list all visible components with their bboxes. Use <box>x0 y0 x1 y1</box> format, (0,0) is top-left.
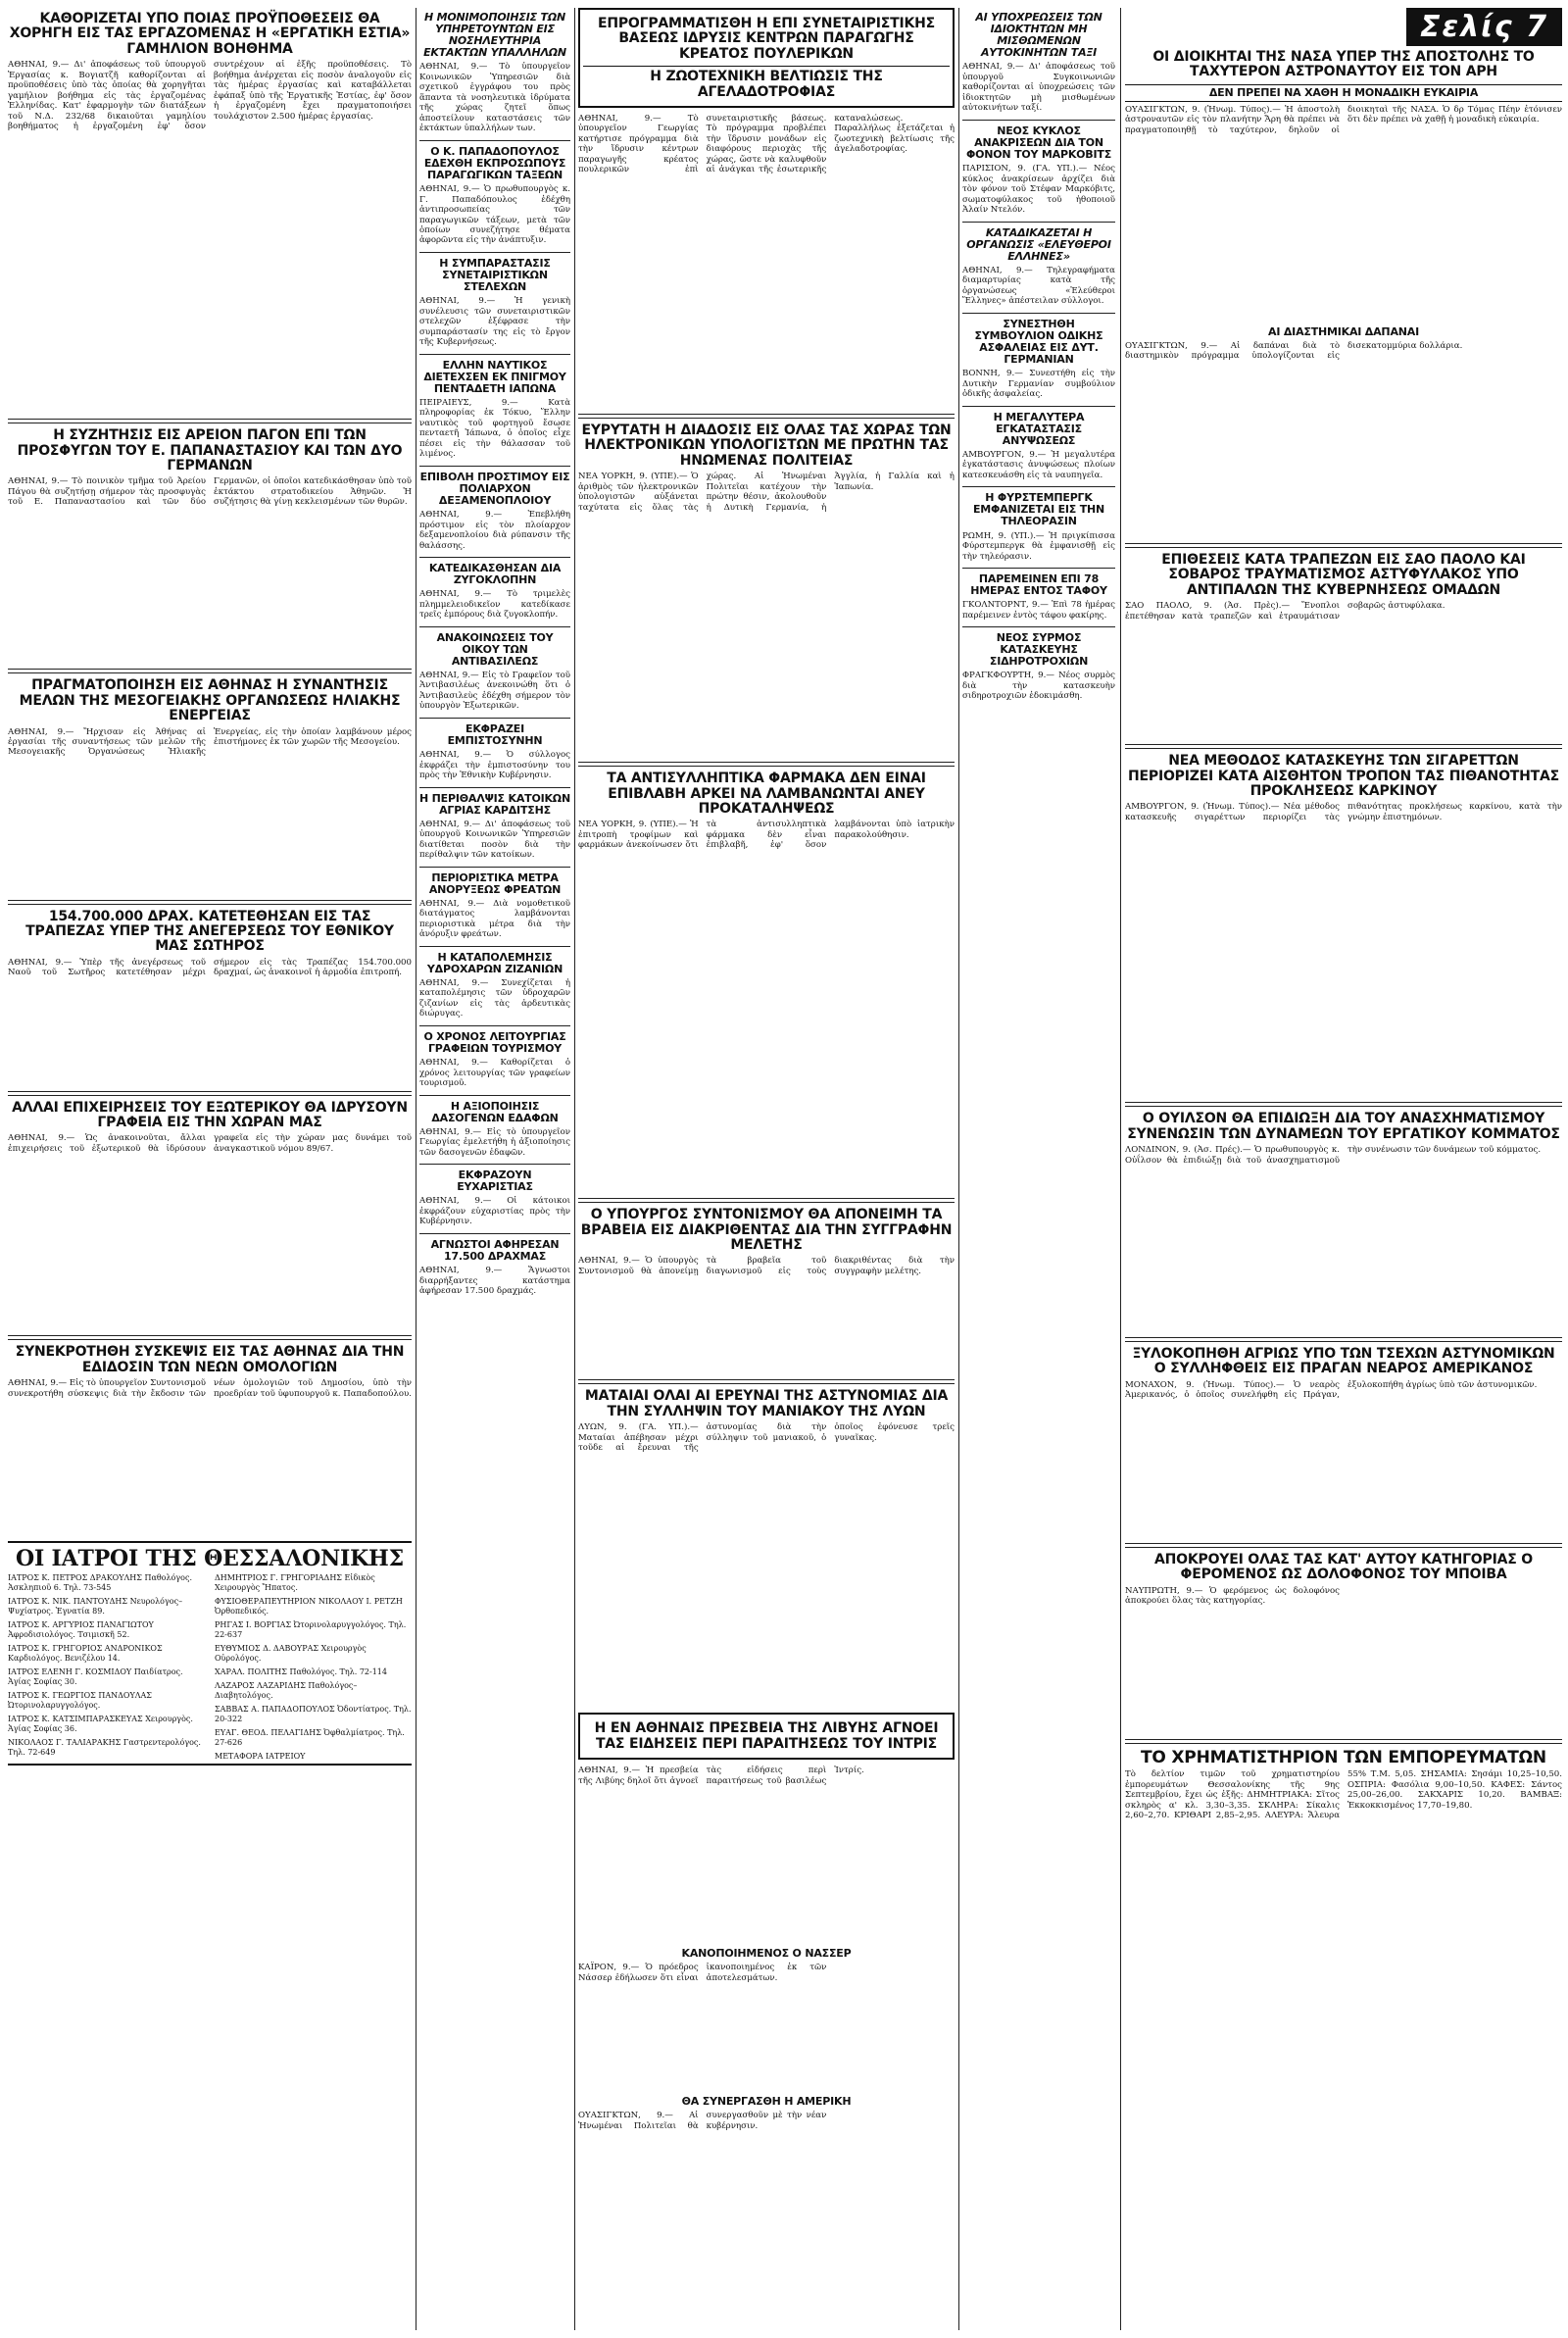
headline: ΕΠΙΘΕΣΕΙΣ ΚΑΤΑ ΤΡΑΠΕΖΩΝ ΕΙΣ ΣΑΟ ΠΑΟΛΟ ΚΑΙ ΣΟΒΑΡΟΣ ΤΡΑΥΜΑΤΙΣΜΟΣ ΑΣΤΥΦΥΛΑΚΟΣ ΥΠΟ ΑΝΤΙΠΑΛΩΝ ΤΗΣ ΚΥΒΕΡΝΗΣΕΩΣ ΟΜΑΔΩΝ <box>1161 551 1526 598</box>
article-text: ΚΑΪΡΟΝ, 9.— Ὁ πρόεδρος Νάσσερ ἐδήλωσεν ὅτι εἶναι ἱκανοποιημένος ἐκ τῶν ἀποτελεσμάτων. <box>578 1963 830 1983</box>
divider <box>419 1095 570 1096</box>
headline: ΚΑΤΑΔΙΚΑΖΕΤΑΙ Η ΟΡΓΑΝΩΣΙΣ «ΕΛΕΥΘΕΡΟΙ ΕΛΛΗΝΕΣ» <box>966 225 1111 263</box>
headline: ΜΑΤΑΙΑΙ ΟΛΑΙ ΑΙ ΕΡΕΥΝΑΙ ΤΗΣ ΑΣΤΥΝΟΜΙΑΣ ΔΙΑ ΤΗΝ ΣΥΛΛΗΨΙΝ ΤΟΥ ΜΑΝΙΑΚΟΥ ΤΗΣ ΛΥΩΝ <box>584 1388 949 1419</box>
doctor-listing: ΧΑΡΑΛ. ΠΟΛΙΤΗΣ Παθολόγος. Τηλ. 72-114 <box>215 1667 387 1677</box>
article-text: ΓΚΟΛΝΤΟΡΝΤ, 9.— Ἐπὶ 78 ἡμέρας παρέμεινεν ἐντὸς τάφου φακίρης. <box>962 600 1118 621</box>
headline: ΑΛΛΑΙ ΕΠΙΧΕΙΡΗΣΕΙΣ ΤΟΥ ΕΞΩΤΕΡΙΚΟΥ ΘΑ ΙΔΡΥΣΟΥΝ ΓΡΑΦΕΙΑ ΕΙΣ ΤΗΝ ΧΩΡΑΝ ΜΑΣ <box>12 1099 408 1131</box>
divider <box>962 313 1115 314</box>
doctor-listing: ΦΥΣΙΟΘΕΡΑΠΕΥΤΗΡΙΟΝ ΝΙΚΟΛΑΟΥ Ι. ΡΕΤΖΗ Ὀρθοπεδικός. <box>215 1597 403 1617</box>
doctors-box <box>8 1541 412 1766</box>
divider <box>419 1025 570 1026</box>
headline: ΤΑ ΑΝΤΙΣΥΛΛΗΠΤΙΚΑ ΦΑΡΜΑΚΑ ΔΕΝ ΕΙΝΑΙ ΕΠΙΒΛΑΒΗ ΑΡΚΕΙ ΝΑ ΛΑΜΒΑΝΩΝΤΑΙ ΑΝΕΥ ΠΡΟΚΑΤΑΛΗΨΕΩΣ <box>607 771 926 817</box>
article-text: ΑΘΗΝΑΙ, 9.— Εἰς τὸ ὑπουργεῖον Συντονισμοῦ συνεκροτήθη σύσκεψις διὰ τὴν ἔκδοσιν τῶν νέων ὁμολογιῶν τοῦ Δημοσίου, ὑπὸ τὴν προεδρίαν τοῦ ὑφυπουργοῦ κ. Παπαδοπούλου. <box>8 1378 415 1399</box>
column-2 <box>419 8 573 2330</box>
column-rule <box>958 8 959 2330</box>
article-text: ΣΑΟ ΠΑΟΛΟ, 9. (Ἀσ. Πρὲς).— Ἔνοπλοι ἐπετέθησαν κατὰ τραπεζῶν καὶ ἐτραυμάτισαν σοβαρῶς ἀστυφύλακα. <box>1125 601 1446 622</box>
headline: ΘΑ ΣΥΝΕΡΓΑΣΘΗ Η ΑΜΕΡΙΚΗ <box>681 2095 852 2109</box>
column-5 <box>1125 8 1565 2330</box>
divider <box>962 568 1115 569</box>
article-text: ΑΘΗΝΑΙ, 9.— Τὸ ὑπουργεῖον Γεωργίας κατήρτισε πρόγραμμα διὰ τὴν ἵδρυσιν κέντρων παραγωγῆς κρέατος πουλερικῶν ἐπὶ συνεταιριστικῆς βάσεως. Τὸ πρόγραμμα προβλέπει τὴν ἵδρυσιν μονάδων εἰς διαφόρους περιοχὰς τῆς χώρας, ὥστε νὰ καλυφθοῦν αἱ ἀνάγκαι τῆς ἐσωτερικῆς καταναλώσεως. Παραλλήλως ἐξετάζεται ἡ ζωοτεχνικὴ βελτίωσις τῆς ἀγελαδοτροφίας. <box>578 113 957 175</box>
divider <box>8 1091 412 1096</box>
headline: Ο Κ. ΠΑΠΑΔΟΠΟΥΛΟΣ ΕΔΕΧΘΗ ΕΚΠΡΟΣΩΠΟΥΣ ΠΑΡΑΓΩΓΙΚΩΝ ΤΑΞΕΩΝ <box>423 144 566 181</box>
doctor-listing: ΝΙΚΟΛΑΟΣ Γ. ΤΑΛΙΑΡΑΚΗΣ Γαστρεντερολόγος. Τηλ. 72-649 <box>8 1738 201 1758</box>
divider <box>8 900 412 905</box>
subheadline: Η ΖΩΟΤΕΧΝΙΚΗ ΒΕΛΤΙΩΣΙΣ ΤΗΣ ΑΓΕΛΑΔΟΤΡΟΦΙΑΣ <box>583 66 950 100</box>
doctor-listing: ΙΑΤΡΟΣ Κ. ΓΕΩΡΓΙΟΣ ΠΑΝΔΟΥΛΑΣ Ὠτορινολαρυγγολόγος. <box>8 1691 152 1711</box>
divider <box>419 1164 570 1165</box>
divider <box>419 140 570 141</box>
article-text: ΟΥΑΣΙΓΚΤΩΝ, 9.— Αἱ Ἡνωμέναι Πολιτεῖαι θὰ συνεργασθοῦν μὲ τὴν νέαν κυβέρνησιν. <box>578 2111 830 2131</box>
column-rule <box>1120 8 1121 2330</box>
column-4 <box>962 8 1118 2330</box>
divider <box>962 406 1115 407</box>
article-text: ΛΥΩΝ, 9. (ΓΑ. ΥΠ.).— Ματαίαι ἀπέβησαν μέχρι τοῦδε αἱ ἔρευναι τῆς ἀστυνομίας διὰ τὴν σύλληψιν τοῦ μανιακοῦ, ὁ ὁποῖος ἐφόνευσε τρεῖς γυναῖκας. <box>578 1422 957 1454</box>
article-text: ΡΩΜΗ, 9. (ΥΠ.).— Ἡ πριγκίπισσα Φύρστεμπεργκ θὰ ἐμφανισθῇ εἰς τὴν τηλεόρασιν. <box>962 530 1118 562</box>
divider <box>419 867 570 868</box>
divider <box>962 222 1115 223</box>
headline: ΕΠΡΟΓΡΑΜΜΑΤΙΣΘΗ Η ΕΠΙ ΣΥΝΕΤΑΙΡΙΣΤΙΚΗΣ ΒΑΣΕΩΣ ΙΔΡΥΣΙΣ ΚΕΝΤΡΩΝ ΠΑΡΑΓΩΓΗΣ ΚΡΕΑΤΟΣ ΠΟΥΛΕΡΙΚΩΝ <box>597 16 936 62</box>
headline: ΕΛΛΗΝ ΝΑΥΤΙΚΟΣ ΔΙΕΤΕΧΣΕΝ ΕΚ ΠΝΙΓΜΟΥ ΠΕΝΤΑΔΕΤΗ ΙΑΠΩΝΑ <box>423 358 566 395</box>
doctor-listing: ΜΕΤΑΦΟΡΑ ΙΑΤΡΕΙΟΥ <box>215 1752 306 1762</box>
headline: Η ΑΞΙΟΠΟΙΗΣΙΣ ΔΑΣΟΓΕΝΩΝ ΕΔΑΦΩΝ <box>431 1099 559 1124</box>
divider <box>1125 543 1562 548</box>
headline: Ο ΥΠΟΥΡΓΟΣ ΣΥΝΤΟΝΙΣΜΟΥ ΘΑ ΑΠΟΝΕΙΜΗ ΤΑ ΒΡΑΒΕΙΑ ΕΙΣ ΔΙΑΚΡΙΘΕΝΤΑΣ ΔΙΑ ΤΗΝ ΣΥΓΓΡΑΦΗΝ ΜΕΛΕΤΗΣ <box>580 1207 953 1254</box>
headline: ΟΙ ΔΙΟΙΚΗΤΑΙ ΤΗΣ ΝΑΣΑ ΥΠΕΡ ΤΗΣ ΑΠΟΣΤΟΛΗΣ ΤΟ ΤΑΧΥΤΕΡΟΝ ΑΣΤΡΟΝΑΥΤΟΥ ΕΙΣ ΤΟΝ ΑΡΗ <box>1152 49 1535 80</box>
headline: ΝΕΟΣ ΚΥΚΛΟΣ ΑΝΑΚΡΙΣΕΩΝ ΔΙΑ ΤΟΝ ΦΟΝΟΝ ΤΟΥ ΜΑΡΚΟΒΙΤΣ <box>965 124 1112 161</box>
headline: ΠΑΡΕΜΕΙΝΕΝ ΕΠΙ 78 ΗΜΕΡΑΣ ΕΝΤΟΣ ΤΑΦΟΥ <box>970 572 1107 598</box>
headline: ΝΕΟΣ ΣΥΡΜΟΣ ΚΑΤΑΣΚΕΥΗΣ ΣΙΔΗΡΟΤΡΟΧΙΩΝ <box>989 631 1089 669</box>
headline: Η ΣΥΖΗΤΗΣΙΣ ΕΙΣ ΑΡΕΙΟΝ ΠΑΓΟΝ ΕΠΙ ΤΩΝ ΠΡΟΣΦΥΓΩΝ ΤΟΥ Ε. ΠΑΠΑΝΑΣΤΑΣΙΟΥ ΚΑΙ ΤΩΝ ΔΥΟ ΓΕΡΜΑΝΩΝ <box>17 427 403 473</box>
divider <box>578 762 955 767</box>
headline: ΣΥΝΕΚΡΟΤΗΘΗ ΣΥΣΚΕΨΙΣ ΕΙΣ ΤΑΣ ΑΘΗΝΑΣ ΔΙΑ ΤΗΝ ΕΔΙΔΟΣΙΝ ΤΩΝ ΝΕΩΝ ΟΜΟΛΟΓΙΩΝ <box>15 1344 405 1375</box>
headline: ΚΑΘΟΡΙΖΕΤΑΙ ΥΠΟ ΠΟΙΑΣ ΠΡΟΫΠΟΘΕΣΕΙΣ ΘΑ ΧΟΡΗΓΗ ΕΙΣ ΤΑΣ ΕΡΓΑΖΟΜΕΝΑΣ Η «ΕΡΓΑΤΙΚΗ ΕΣΤΙΑ» ΓΑΜΗΛΙΟΝ ΒΟΗΘΗΜΑ <box>9 11 411 57</box>
headline: ΑΙ ΥΠΟΧΡΕΩΣΕΙΣ ΤΩΝ ΙΔΙΟΚΤΗΤΩΝ ΜΗ ΜΙΣΘΩΜΕΝΩΝ ΑΥΤΟΚΙΝΗΤΩΝ ΤΑΞΙ <box>975 11 1102 60</box>
doctor-listing: ΕΥΑΓ. ΘΕΟΔ. ΠΕΛΑΓΙΔΗΣ Ὀφθαλμίατρος. Τηλ. 27-626 <box>215 1728 405 1748</box>
headline: ΕΚΦΡΑΖΟΥΝ ΕΥΧΑΡΙΣΤΙΑΣ <box>457 1169 533 1194</box>
divider <box>1125 1739 1562 1744</box>
doctor-listing: ΙΑΤΡΟΣ Κ. ΚΑΤΣΙΜΠΑΡΑΣΚΕΥΑΣ Χειρουργὸς. Ἁγίας Σοφίας 36. <box>8 1715 193 1734</box>
article-text: ΑΘΗΝΑΙ, 9.— Τὸ ὑπουργεῖον Κοινωνικῶν Ὑπηρεσιῶν διὰ σχετικοῦ ἐγγράφου του πρὸς ἅπαντα τὰ νοσηλευτικὰ ἱδρύματα τῆς χώρας ζητεῖ ὅπως ἀποστείλουν καταστάσεις τῶν ἐκτάκτων ὑπαλλήλων των. <box>419 62 573 134</box>
divider <box>419 466 570 467</box>
article-text: ΑΘΗΝΑΙ, 9.— Ὁ πρωθυπουργὸς κ. Γ. Παπαδόπουλος ἐδέχθη ἀντιπροσωπείας τῶν παραγωγικῶν τάξεων, μετὰ τῶν ὁποίων συνεζήτησε θέματα ἀφορῶντα εἰς τὴν ἀνάπτυξιν. <box>419 184 573 246</box>
headline: ΣΥΝΕΣΤΗΘΗ ΣΥΜΒΟΥΛΙΟΝ ΟΔΙΚΗΣ ΑΣΦΑΛΕΙΑΣ ΕΙΣ ΔΥΤ. ΓΕΡΜΑΝΙΑΝ <box>974 317 1103 366</box>
divider <box>962 486 1115 487</box>
doctor-listing: ΣΑΒΒΑΣ Α. ΠΑΠΑΔΟΠΟΥΛΟΣ Ὀδοντίατρος. Τηλ. 20-322 <box>215 1705 412 1724</box>
headline: Η ΠΕΡΙΘΑΛΨΙΣ ΚΑΤΟΙΚΩΝ ΑΓΡΙΑΣ ΚΑΡΔΙΤΣΗΣ <box>419 791 570 817</box>
headline: ΞΥΛΟΚΟΠΗΘΗ ΑΓΡΙΩΣ ΥΠΟ ΤΩΝ ΤΣΕΧΩΝ ΑΣΤΥΝΟΜΙΚΩΝ Ο ΣΥΛΛΗΦΘΕΙΣ ΕΙΣ ΠΡΑΓΑΝ ΝΕΑΡΟΣ ΑΜΕΡΙΚΑΝΟΣ <box>1132 1346 1555 1377</box>
commodity-prices: Τὸ δελτίον τιμῶν τοῦ χρηματιστηρίου ἐμπορευμάτων Θεσσαλονίκης τῆς 9ης Σεπτεμβρίου, ἔχει ὡς ἑξῆς: ΔΗΜΗΤΡΙΑΚΑ: Σῖτος σκληρὸς α' κλ. 3,30–3,35. ΣΚΛΗΡΑ: Σίκαλις 2,60–2,70. ΚΡΙΘΑΡΙ 2,85–2,95. ΑΛΕΥΡΑ: Ἄλευρα 55% Τ.Μ. 5,05. ΣΗΣΑΜΙΑ: Σησάμι 10,25–10,50. ΟΣΠΡΙΑ: Φασόλια 9,00–10,50. ΚΑΦΕΣ: Σάντος 25,00–26,00. ΣΑΚΧΑΡΙΣ 10,20. ΒΑΜΒΑΞ: Ἑκκοκκισμένος 17,70–19,80. <box>1125 1769 1565 1821</box>
page-number-masthead <box>1125 8 1562 46</box>
divider <box>1125 744 1562 749</box>
doctor-listing: ΙΑΤΡΟΣ Κ. ΠΕΤΡΟΣ ΔΡΑΚΟΥΛΗΣ Παθολόγος. Ἀσκληπιοῦ 6. Τηλ. 73-545 <box>8 1573 192 1593</box>
divider <box>962 626 1115 627</box>
article-text: ΠΕΙΡΑΙΕΥΣ, 9.— Κατὰ πληροφορίας ἐκ Τόκυο, Ἕλλην ναυτικὸς τοῦ φορτηγοῦ ἔσωσε πενταετῆ Ἰάπωνα, ὁ ὁποῖος εἶχε πέσει εἰς τὴν θάλασσαν τοῦ λιμένος. <box>419 397 573 460</box>
article-text: ΑΘΗΝΑΙ, 9.— Τὸ τριμελὲς πλημμελειοδικεῖον κατεδίκασε τρεῖς ἐμπόρους διὰ ζυγοκλοπήν. <box>419 589 573 621</box>
article-text: ΟΥΑΣΙΓΚΤΩΝ, 9.— Αἱ δαπάναι διὰ τὸ διαστημικὸν πρόγραμμα ὑπολογίζονται εἰς δισεκατομμύρια δολλάρια. <box>1125 340 1463 362</box>
article-text: ΜΟΝΑΧΟΝ, 9. (Ἡνωμ. Τύπος).— Ὁ νεαρὸς Ἀμερικανός, ὁ ὁποῖος συνελήφθη εἰς Πράγαν, ἐξυλοκοπήθη ἀγρίως ὑπὸ τῶν ἀστυνομικῶν. <box>1125 1379 1538 1401</box>
article-text: ΑΘΗΝΑΙ, 9.— Ἡ πρεσβεία τῆς Λιβύης δηλοῖ ὅτι ἀγνοεῖ τὰς εἰδήσεις περὶ παραιτήσεως τοῦ βασιλέως Ἰντρίς. <box>578 1766 864 1786</box>
page-badge: Σελίς 7 <box>1406 8 1562 46</box>
headline: ΠΡΑΓΜΑΤΟΠΟΙΗΣΗ ΕΙΣ ΑΘΗΝΑΣ Η ΣΥΝΑΝΤΗΣΙΣ ΜΕΛΩΝ ΤΗΣ ΜΕΣΟΓΕΙΑΚΗΣ ΟΡΓΑΝΩΣΕΩΣ ΗΛΙΑΚΗΣ ΕΝΕΡΓΕΙΑΣ <box>19 677 401 724</box>
article-text: ΠΑΡΙΣΙΟΝ, 9. (ΓΑ. ΥΠ.).— Νέος κύκλος ἀνακρίσεων ἀρχίζει διὰ τὸν φόνον τοῦ Στέφαν Μαρκόβιτς, σωματοφύλακος τοῦ ἠθοποιοῦ Ἀλαίν Ντελόν. <box>962 164 1118 216</box>
headline: ΕΠΙΒΟΛΗ ΠΡΟΣΤΙΜΟΥ ΕΙΣ ΠΟΛΙΑΡΧΟΝ ΔΕΞΑΜΕΝΟΠΛΟΙΟΥ <box>419 470 570 508</box>
divider <box>578 1379 955 1384</box>
column-3 <box>578 8 955 2330</box>
headline: ΕΚΦΡΑΖΕΙ ΕΜΠΙΣΤΟΣΥΝΗΝ <box>447 721 543 748</box>
doctor-listing: ΡΗΓΑΣ Ι. ΒΟΡΓΙΑΣ Ὠτορινολαρυγγολόγος. Τηλ. 22-637 <box>215 1620 407 1640</box>
article-text: ΑΘΗΝΑΙ, 9.— Εἰς τὸ Γραφεῖον τοῦ Ἀντιβασιλέως ἀνεκοινώθη ὅτι ὁ Ἀντιβασιλεὺς ἐδέχθη σήμερον τὸν ὑπουργὸν Ἐξωτερικῶν. <box>419 670 573 712</box>
divider <box>1125 1337 1562 1342</box>
divider <box>419 787 570 788</box>
article-text: ΑΘΗΝΑΙ, 9.— Δι' ἀποφάσεως τοῦ ὑπουργοῦ Κοινωνικῶν Ὑπηρεσιῶν διατίθεται ποσὸν διὰ τὴν περίθαλψιν τῶν κατοίκων. <box>419 819 573 861</box>
headline: ΑΝΑΚΟΙΝΩΣΕΙΣ ΤΟΥ ΟΙΚΟΥ ΤΩΝ ΑΝΤΙΒΑΣΙΛΕΩΣ <box>436 630 554 668</box>
headline-box <box>578 8 955 108</box>
headline: ΝΕΑ ΜΕΘΟΔΟΣ ΚΑΤΑΣΚΕΥΗΣ ΤΩΝ ΣΙΓΑΡΕΤΤΩΝ ΠΕΡΙΟΡΙΖΕΙ ΚΑΤΑ ΑΙΣΘΗΤΟΝ ΤΡΟΠΟΝ ΤΑΣ ΠΙΘΑΝΟΤΗΤΑΣ ΠΡΟΚΛΗΣΕΩΣ ΚΑΡΚΙΝΟΥ <box>1128 753 1559 799</box>
headline: ΤΟ ΧΡΗΜΑΤΙΣΤΗΡΙΟΝ ΤΩΝ ΕΜΠΟΡΕΥΜΑΤΩΝ <box>1141 1747 1546 1767</box>
divider <box>419 718 570 719</box>
article-text: ΑΘΗΝΑΙ, 9.— Συνεχίζεται ἡ καταπολέμησις τῶν ὑδροχαρῶν ζιζανίων εἰς τὰς ἀρδευτικὰς διώρυγας. <box>419 978 573 1020</box>
doctors-list <box>8 1573 412 1764</box>
article-text: ΝΕΑ ΥΟΡΚΗ, 9. (ΥΠΕ).— Ὁ ἀριθμὸς τῶν ἠλεκτρονικῶν ὑπολογιστῶν αὐξάνεται ταχύτατα εἰς ὅλας τὰς χώρας. Αἱ Ἡνωμέναι Πολιτεῖαι κατέχουν τὴν πρώτην θέσιν, ἀκολουθοῦν ἡ Δυτικὴ Γερμανία, ἡ Ἀγγλία, ἡ Γαλλία καὶ ἡ Ἰαπωνία. <box>578 472 957 513</box>
article-text: ΑΘΗΝΑΙ, 9.— Διὰ νομοθετικοῦ διατάγματος λαμβάνονται περιοριστικὰ μέτρα διὰ τὴν ἀνόρυξιν φρεάτων. <box>419 898 573 940</box>
article-text: ΑΜΒΟΥΡΓΟΝ, 9. (Ἡνωμ. Τύπος).— Νέα μέθοδος κατασκευῆς σιγαρέττων περιορίζει τὰς πιθανότητας προκλήσεως καρκίνου, κατὰ τὴν γνώμην ἐπιστημόνων. <box>1125 802 1565 822</box>
article-text: ΑΘΗΝΑΙ, 9.— Ὡς ἀνακοινοῦται, ἄλλαι ἐπιχειρήσεις τοῦ ἐξωτερικοῦ θὰ ἱδρύσουν γραφεῖα εἰς τὴν χώραν μας δυνάμει τοῦ ἀναγκαστικοῦ νόμου 89/67. <box>8 1133 415 1154</box>
headline: Η ΚΑΤΑΠΟΛΕΜΗΣΙΣ ΥΔΡΟΧΑΡΩΝ ΖΙΖΑΝΙΩΝ <box>426 950 564 975</box>
article-text: ΑΘΗΝΑΙ, 9.— Ὑπὲρ τῆς ἀνεγέρσεως τοῦ Ναοῦ τοῦ Σωτῆρος κατετέθησαν μέχρι σήμερον εἰς τὰς Τραπέζας 154.700.000 δραχμαί, ὡς ἀνακοινοῖ ἡ ἁρμοδία ἐπιτροπή. <box>8 957 415 978</box>
headline: ΠΕΡΙΟΡΙΣΤΙΚΑ ΜΕΤΡΑ ΑΝΟΡΥΞΕΩΣ ΦΡΕΑΤΩΝ <box>428 871 562 896</box>
subheadline: ΔΕΝ ΠΡΕΠΕΙ ΝΑ ΧΑΘΗ Η ΜΟΝΑΔΙΚΗ ΕΥΚΑΙΡΙΑ <box>1125 84 1562 102</box>
headline: Η ΜΟΝΙΜΟΠΟΙΗΣΙΣ ΤΩΝ ΥΠΗΡΕΤΟΥΝΤΩΝ ΕΙΣ ΝΟΣΗΛΕΥΤΗΡΙΑ ΕΚΤΑΚΤΩΝ ΥΠΑΛΛΗΛΩΝ <box>423 11 566 60</box>
article-text: ΟΥΑΣΙΓΚΤΩΝ, 9. (Ἡνωμ. Τύπος).— Ἡ ἀποστολὴ ἀστροναυτῶν εἰς τὸν πλανήτην Ἄρη θὰ πρέπει νὰ πραγματοποιηθῇ τὸ ταχύτερον, δηλοῦν οἱ διοικηταὶ τῆς ΝΑΣΑ. Ὁ δρ Τόμας Πέην ἐτόνισεν ὅτι δὲν πρέπει νὰ χαθῇ ἡ μοναδικὴ εὐκαιρία. <box>1125 104 1565 135</box>
divider <box>1125 1102 1562 1107</box>
article-text: ΝΕΑ ΥΟΡΚΗ, 9. (ΥΠΕ).— Ἡ ἐπιτροπὴ τροφίμων καὶ φαρμάκων ἀνεκοίνωσεν ὅτι τὰ ἀντισυλληπτικὰ φάρμακα δὲν εἶναι ἐπιβλαβῆ, ἐφ' ὅσον λαμβάνονται ὑπὸ ἰατρικὴν παρακολούθησιν. <box>578 820 957 851</box>
divider <box>578 1198 955 1203</box>
headline: ΑΠΟΚΡΟΥΕΙ ΟΛΑΣ ΤΑΣ ΚΑΤ' ΑΥΤΟΥ ΚΑΤΗΓΟΡΙΑΣ Ο ΦΕΡΟΜΕΝΟΣ ΩΣ ΔΟΛΟΦΟΝΟΣ ΤΟΥ ΜΠΟΙΒΑ <box>1154 1551 1533 1583</box>
divider <box>578 414 955 419</box>
article-text: ΝΑΥΠΡΩΤΗ, 9.— Ὁ φερόμενος ὡς δολοφόνος ἀποκρούει ὅλας τὰς κατηγορίας. <box>1125 1585 1343 1607</box>
doctor-listing: ΙΑΤΡΟΣ Κ. ΝΙΚ. ΠΑΝΤΟΥΔΗΣ Νευρολόγος–Ψυχίατρος. Ἐγνατία 89. <box>8 1597 183 1617</box>
article-text: ΑΘΗΝΑΙ, 9.— Ὁ ὑπουργὸς Συντονισμοῦ θὰ ἀπονείμῃ τὰ βραβεῖα τοῦ διαγωνισμοῦ εἰς τοὺς διακριθέντας διὰ τὴν συγγραφὴν μελέτης. <box>578 1256 957 1276</box>
column-rule <box>574 8 575 2330</box>
headline: ΕΥΡΥΤΑΤΗ Η ΔΙΑΔΟΣΙΣ ΕΙΣ ΟΛΑΣ ΤΑΣ ΧΩΡΑΣ ΤΩΝ ΗΛΕΚΤΡΟΝΙΚΩΝ ΥΠΟΛΟΓΙΣΤΩΝ ΜΕ ΠΡΩΤΗΝ ΤΑΣ ΗΝΩΜΕΝΑΣ ΠΟΛΙΤΕΙΑΣ <box>581 422 952 469</box>
headline: Η ΣΥΜΠΑΡΑΣΤΑΣΙΣ ΣΥΝΕΤΑΙΡΙΣΤΙΚΩΝ ΣΤΕΛΕΧΩΝ <box>439 256 551 294</box>
divider <box>8 669 412 673</box>
article-text: ΦΡΑΓΚΦΟΥΡΤΗ, 9.— Νέος συρμὸς διὰ τὴν κατασκευὴν σιδηροτροχιῶν ἐδοκιμάσθη. <box>962 671 1118 702</box>
divider <box>1125 1543 1562 1548</box>
doctor-listing: ΕΥΘΥΜΙΟΣ Δ. ΔΑΒΟΥΡΑΣ Χειρουργὸς Οὐρολόγος. <box>215 1644 367 1664</box>
headline: ΚΑΝΟΠΟΙΗΜΕΝΟΣ Ο ΝΑΣΣΕΡ <box>681 1947 852 1961</box>
article-text: ΑΘΗΝΑΙ, 9.— Ἄγνωστοι διαρρήξαντες κατάστημα ἀφήρεσαν 17.500 δραχμάς. <box>419 1266 573 1297</box>
column-1 <box>8 8 415 2330</box>
headline: ΚΑΤΕΔΙΚΑΣΘΗΣΑΝ ΔΙΑ ΖΥΓΟΚΛΟΠΗΝ <box>428 562 562 587</box>
article-text: ΑΘΗΝΑΙ, 9.— Ἡ γενικὴ συνέλευσις τῶν συνεταιριστικῶν στελεχῶν ἐξέφρασε τὴν συμπαράστασίν της εἰς τὸ ἔργον τῆς Κυβερνήσεως. <box>419 296 573 348</box>
article-text: ΒΟΝΝΗ, 9.— Συνεστήθη εἰς τὴν Δυτικὴν Γερμανίαν συμβούλιον ὁδικῆς ἀσφαλείας. <box>962 369 1118 400</box>
subheadline: ΑΙ ΔΙΑΣΤΗΜΙΚΑΙ ΔΑΠΑΝΑΙ <box>1268 324 1419 338</box>
headline: Η ΜΕΓΑΛΥΤΕΡΑ ΕΓΚΑΤΑΣΤΑΣΙΣ ΑΝΥΨΩΣΕΩΣ <box>993 410 1085 447</box>
divider <box>419 946 570 947</box>
article-text: ΑΘΗΝΑΙ, 9.— Καθορίζεται ὁ χρόνος λειτουργίας τῶν γραφείων τουρισμοῦ. <box>419 1058 573 1089</box>
article-text: ΑΘΗΝΑΙ, 9.— Ἤρχισαν εἰς Ἀθήνας αἱ ἐργασίαι τῆς συναντήσεως τῶν μελῶν τῆς Μεσογειακῆς Ὀργανώσεως Ἡλιακῆς Ἐνεργείας, εἰς τὴν ὁποίαν λαμβάνουν μέρος ἐπιστήμονες ἐκ τῶν χωρῶν τῆς Μεσογείου. <box>8 726 415 758</box>
article-text: ΑΘΗΝΑΙ, 9.— Εἰς τὸ ὑπουργεῖον Γεωργίας ἐμελετήθη ἡ ἀξιοποίησις τῶν δασογενῶν ἐδαφῶν. <box>419 1126 573 1158</box>
doctor-listing: ΔΗΜΗΤΡΙΟΣ Γ. ΓΡΗΓΟΡΙΑΔΗΣ Εἰδικὸς Χειρουργὸς Ἤπατος. <box>215 1573 375 1593</box>
divider <box>419 1233 570 1234</box>
headline-box <box>578 1713 955 1760</box>
headline: ΑΓΝΩΣΤΟΙ ΑΦΗΡΕΣΑΝ 17.500 ΔΡΑΧΜΑΣ <box>430 1237 560 1263</box>
article-text: ΑΘΗΝΑΙ, 9.— Τὸ ποινικὸν τμῆμα τοῦ Ἀρείου Πάγου θὰ συζητήσῃ σήμερον τὰς προσφυγὰς τοῦ Ε. Παπαναστασίου καὶ τῶν δύο Γερμανῶν, οἱ ὁποῖοι κατεδικάσθησαν ὑπὸ τοῦ ἐκτάκτου στρατοδικείου Ἀθηνῶν. Ἡ συζήτησις θὰ γίνῃ κεκλεισμένων τῶν θυρῶν. <box>8 476 415 508</box>
divider <box>8 419 412 423</box>
article-text: ΑΜΒΟΥΡΓΟΝ, 9.— Ἡ μεγαλυτέρα ἐγκατάστασις ἀνυψώσεως πλοίων κατεσκευάσθη εἰς τὰ ναυπηγεῖα. <box>962 449 1118 480</box>
doctor-listing: ΙΑΤΡΟΣ Κ. ΑΡΓΥΡΙΟΣ ΠΑΝΑΓΙΩΤΟΥ Ἀφροδισιολόγος. Τσιμισκῆ 52. <box>8 1620 154 1640</box>
divider <box>419 252 570 253</box>
doctor-listing: ΙΑΤΡΟΣ ΕΛΕΝΗ Γ. ΚΟΣΜΙΔΟΥ Παιδίατρος. Ἀγίας Σοφίας 30. <box>8 1667 183 1687</box>
article-text: ΑΘΗΝΑΙ, 9.— Δι' ἀποφάσεως τοῦ ὑπουργοῦ Ἐργασίας κ. Βογιατζῆ καθορίζονται αἱ προϋποθέσεις ὑπὸ τὰς ὁποίας θὰ χορηγῆται γαμήλιον βοήθημα εἰς τὰς ἐργαζομένας Ἑλληνίδας. Κατ' ἐφαρμογὴν τῶν διατάξεων τοῦ Ν.Δ. 232/68 δικαιοῦται γαμηλίου βοηθήματος ἡ ἐργαζομένη ἐφ' ὅσον συντρέχουν αἱ ἐξῆς προϋποθέσεις. Τὸ βοήθημα ἀνέρχεται εἰς ποσὸν ἀναλογοῦν εἰς τὰς ἡμέρας ἐργασίας καὶ καταβάλλεται ἐφάπαξ ὑπὸ τῆς Ἐργατικῆς Ἑστίας, ἐφ' ὅσον ἡ ἐργαζομένη ἔχει πραγματοποιήσει τουλάχιστον 2.500 ἡμέρας ἐργασίας. <box>8 60 415 132</box>
headline: 154.700.000 ΔΡΑΧ. ΚΑΤΕΤΕΘΗΣΑΝ ΕΙΣ ΤΑΣ ΤΡΑΠΕΖΑΣ ΥΠΕΡ ΤΗΣ ΑΝΕΓΕΡΣΕΩΣ ΤΟΥ ΕΘΝΙΚΟΥ ΜΑΣ ΣΩΤΗΡΟΣ <box>25 908 394 955</box>
doctor-listing: ΛΑΖΑΡΟΣ ΛΑΖΑΡΙΔΗΣ Παθολόγος–Διαβητολόγος. <box>215 1681 358 1701</box>
headline: Ο ΧΡΟΝΟΣ ΛΕΙΤΟΥΡΓΙΑΣ ΓΡΑΦΕΙΩΝ ΤΟΥΡΙΣΜΟΥ <box>423 1029 566 1056</box>
divider <box>962 120 1115 121</box>
article-text: ΑΘΗΝΑΙ, 9.— Τηλεγραφήματα διαμαρτυρίας κατὰ τῆς ὀργανώσεως «Ἐλεύθεροι Ἕλληνες» ἀπέστειλαν σύλλογοι. <box>962 265 1118 307</box>
headline: Ο ΟΥΙΛΣΟΝ ΘΑ ΕΠΙΔΙΩΞΗ ΔΙΑ ΤΟΥ ΑΝΑΣΧΗΜΑΤΙΣΜΟΥ ΣΥΝΕΝΩΣΙΝ ΤΩΝ ΔΥΝΑΜΕΩΝ ΤΟΥ ΕΡΓΑΤΙΚΟΥ ΚΟΜΜΑΤΟΣ <box>1127 1111 1560 1142</box>
doctor-listing: ΙΑΤΡΟΣ Κ. ΓΡΗΓΟΡΙΟΣ ΑΝΔΡΟΝΙΚΟΣ Καρδιολόγος. Βενιζέλου 14. <box>8 1644 163 1664</box>
article-text: ΑΘΗΝΑΙ, 9.— Ὁ σύλλογος ἐκφράζει τὴν ἐμπιστοσύνην του πρὸς τὴν Ἐθνικὴν Κυβέρνησιν. <box>419 750 573 781</box>
divider <box>419 557 570 558</box>
divider <box>419 354 570 355</box>
article-text: ΑΘΗΝΑΙ, 9.— Ἐπεβλήθη πρόστιμον εἰς τὸν πλοίαρχον δεξαμενοπλοίου διὰ ρύπανσιν τῆς θαλάσσης. <box>419 510 573 551</box>
headline: Η ΕΝ ΑΘΗΝΑΙΣ ΠΡΕΣΒΕΙΑ ΤΗΣ ΛΙΒΥΗΣ ΑΓΝΟΕΙ ΤΑΣ ΕΙΔΗΣΕΙΣ ΠΕΡΙ ΠΑΡΑΙΤΗΣΕΩΣ ΤΟΥ ΙΝΤΡΙΣ <box>594 1720 939 1752</box>
article-text: ΑΘΗΝΑΙ, 9.— Οἱ κάτοικοι ἐκφράζουν εὐχαριστίας πρὸς τὴν Κυβέρνησιν. <box>419 1196 573 1227</box>
doctors-heading: ΟΙ ΙΑΤΡΟΙ ΤΗΣ ΘΕΣΣΑΛΟΝΙΚΗΣ <box>16 1546 404 1572</box>
article-text: ΛΟΝΔΙΝΟΝ, 9. (Ἀσ. Πρές).— Ὁ πρωθυπουργὸς κ. Οὐΐλσον θὰ ἐπιδιώξῃ διὰ τοῦ ἀνασχηματισμοῦ τὴν συνένωσιν τῶν δυνάμεων τοῦ κόμματος. <box>1125 1145 1542 1166</box>
headline: Η ΦΥΡΣΤΕΜΠΕΡΓΚ ΕΜΦΑΝΙΖΕΤΑΙ ΕΙΣ ΤΗΝ ΤΗΛΕΟΡΑΣΙΝ <box>972 491 1105 528</box>
divider <box>419 626 570 627</box>
article-text: ΑΘΗΝΑΙ, 9.— Δι' ἀποφάσεως τοῦ ὑπουργοῦ Συγκοινωνιῶν καθορίζονται αἱ ὑποχρεώσεις τῶν ἰδιοκτητῶν μὴ μισθωμένων αὐτοκινήτων ταξί. <box>962 62 1118 114</box>
divider <box>8 1335 412 1340</box>
